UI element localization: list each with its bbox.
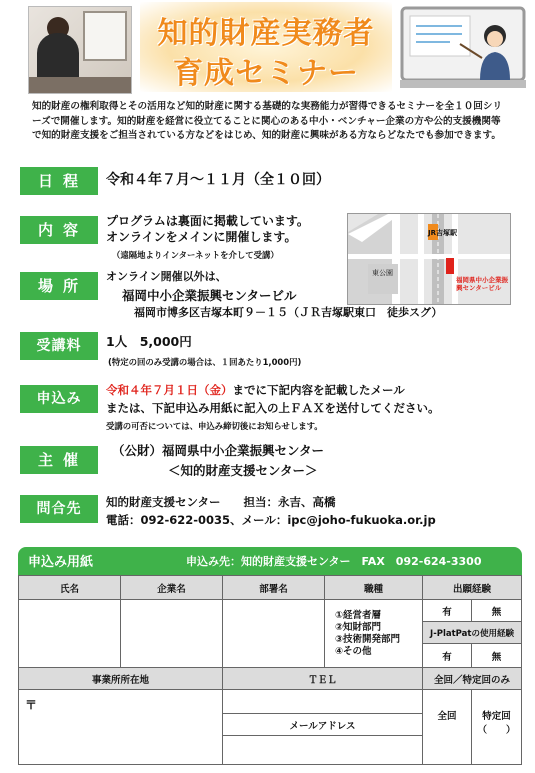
venue-name: 福岡中小企業振興センタービル <box>122 288 297 303</box>
address-input[interactable] <box>19 690 223 764</box>
header-job: 職種 <box>325 576 423 600</box>
job-option-3[interactable]: ③技術開発部門 <box>335 633 401 645</box>
host-line-1: （公財）福岡県中小企業振興センター <box>112 443 325 458</box>
postal-mark: 〒 <box>25 698 38 712</box>
place-label: 場所 <box>20 272 98 300</box>
host-line-2: ＜知的財産支援センター＞ <box>168 463 318 478</box>
contact-line-2: 電話：092-622-0035、メール：ipc@joho-fukuoka.or.jp <box>106 513 436 527</box>
attend-specific[interactable] <box>472 690 521 764</box>
job-option-1[interactable]: ①経営者層 <box>335 609 382 621</box>
filing-no[interactable]: 無 <box>472 600 521 622</box>
map-station-label: JR吉塚駅 <box>428 229 457 237</box>
fee-label: 受講料 <box>20 332 98 360</box>
jplatpat-header: J-PlatPatの使用経験 <box>423 622 521 644</box>
header-name: 氏名 <box>19 576 121 600</box>
apply-note: 受講の可否については、申込み締切後にお知らせします。 <box>106 421 323 431</box>
attend-specific-paren: （ ） <box>477 725 516 736</box>
schedule-date: 令和４年７月～１１月（全１０回） <box>106 172 330 188</box>
email-label: メールアドレス <box>223 714 423 736</box>
map-park-label: 東公園 <box>372 269 393 277</box>
application-form-table <box>18 575 522 765</box>
header-company: 企業名 <box>121 576 223 600</box>
host-label: 主催 <box>20 446 98 474</box>
company-input[interactable] <box>121 600 223 668</box>
apply-deadline: 令和４年７月１日（金） <box>106 383 233 397</box>
content-label: 内容 <box>20 216 98 244</box>
job-option-4[interactable]: ④その他 <box>335 645 372 657</box>
form-title: 申込み用紙 <box>28 555 94 570</box>
title-banner <box>140 2 392 92</box>
header <box>0 0 535 96</box>
attend-all[interactable]: 全回 <box>423 690 472 764</box>
title-line-1: 知的財産実務者 <box>157 16 375 51</box>
form-destination: 申込み先：知的財産支援センター FAX 092-624-3300 <box>186 555 482 568</box>
intro-paragraph: 知的財産の権利取得とその活用など知的財産に関する基礎的な実務能力が習得できるセミナーを全１０回シリーズで開催します。知的財産を経営に役立てることに関心のある中小・ベンチャー企業の方や公的支援機関等で知的財産支援をご担当されている方などをはじめ、知的財産に興味がある方ならどなたでも参加できます。 <box>32 101 503 142</box>
place-line-1: オンライン開催以外は、 <box>106 270 227 283</box>
map-target-label: 福岡県中小企業振興センタービル <box>456 276 508 292</box>
office-photo <box>28 6 132 94</box>
contact-label: 問合先 <box>20 495 98 523</box>
content-line-2: オンラインをメインに開催します。 <box>106 230 297 244</box>
department-input[interactable] <box>223 600 325 668</box>
name-input[interactable] <box>19 600 121 668</box>
teacher-illustration <box>400 4 526 90</box>
jplatpat-yes[interactable]: 有 <box>423 644 472 668</box>
form-header <box>18 547 522 575</box>
job-option-2[interactable]: ②知財部門 <box>335 621 382 633</box>
apply-line-1 <box>106 383 405 397</box>
schedule-label: 日程 <box>20 167 98 195</box>
header-address: 事業所所在地 <box>19 668 223 690</box>
apply-line-1-rest: までに下記内容を記載したメール <box>232 383 405 397</box>
header-filing-experience: 出願経験 <box>423 576 521 600</box>
apply-label: 申込み <box>20 385 98 413</box>
job-options[interactable] <box>325 600 423 668</box>
header-tel: ＴＥＬ <box>223 668 423 690</box>
header-attendance: 全回／特定回のみ <box>423 668 521 690</box>
filing-yes[interactable]: 有 <box>423 600 472 622</box>
content-line-1: プログラムは裏面に掲載しています。 <box>106 214 309 228</box>
email-input[interactable] <box>223 736 423 764</box>
jplatpat-no[interactable]: 無 <box>472 644 521 668</box>
tel-input[interactable] <box>223 690 423 714</box>
apply-line-2: または、下記申込み用紙に記入の上ＦＡＸを送付してください。 <box>106 401 440 415</box>
location-map <box>347 213 511 305</box>
contact-line-1: 知的財産支援センター 担当：永吉、高橋 <box>106 495 336 509</box>
header-department: 部署名 <box>223 576 325 600</box>
content-note: （遠隔地よりインターネットを介して受講） <box>112 250 279 260</box>
title-line-2: 育成セミナー <box>173 56 359 91</box>
fee-amount: 1人 5,000円 <box>106 334 192 349</box>
attend-specific-label: 特定回 <box>482 711 511 722</box>
venue-address: 福岡市博多区吉塚本町９－１５（ＪＲ吉塚駅東口 徒歩スグ） <box>134 306 443 319</box>
fee-note: (特定の回のみ受講の場合は、１回あたり1,000円) <box>108 357 302 367</box>
